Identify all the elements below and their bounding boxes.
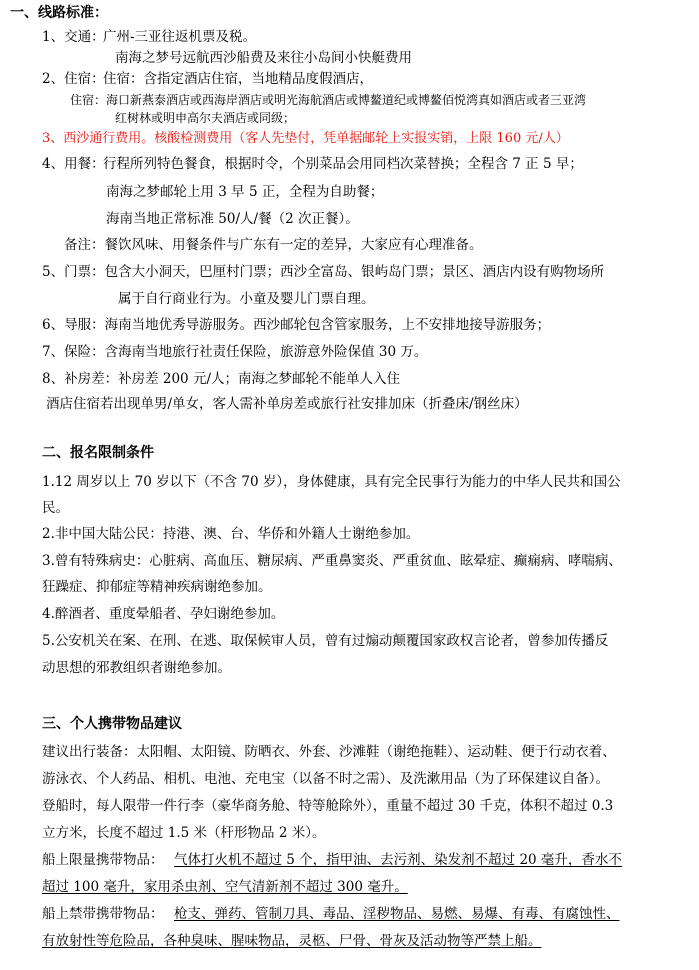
xisha-fee-notice: 3、西沙通行费用。核酸检测费用（客人先垫付，凭单据邮轮上实报实销，上限 160 元/人）: [42, 131, 569, 146]
meals-line-3: 海南当地正常标准 50/人/餐（2 次正餐）。: [106, 211, 359, 227]
banned-items-line-1: 枪支、弹药、管制刀具、毒品、淫秽物品、易燃、易爆、有毒、有腐蚀性、: [174, 906, 620, 922]
hotel-line-2: 住宿：海口新燕泰酒店或西海岸酒店或明光海航酒店或博鳌道纪或博鳌佰悦湾真如酒店或者三亚湾: [70, 93, 587, 107]
limited-items-line-2: 超过 100 毫升，家用杀虫剂、空气清新剂不超过 300 毫升。: [42, 879, 408, 895]
equipment-line-1: 建议出行装备：太阳帽、太阳镜、防晒衣、外套、沙滩鞋（谢绝拖鞋）、运动鞋、便于行动衣着、: [42, 744, 616, 760]
restriction-3-line-2: 狂躁症、抑郁症等精神疾病谢绝参加。: [42, 579, 272, 595]
restriction-1-line-2: 民。: [42, 500, 69, 516]
banned-items-label: 船上禁带携带物品：: [42, 906, 164, 922]
restriction-2: 2.非中国大陆公民：持港、澳、台、华侨和外籍人士谢绝参加。: [42, 526, 420, 542]
meals-line-1: 行程所列特色餐食，根据时令，个别菜品会用同档次菜替换；全程含 7 正 5 早；: [103, 156, 583, 172]
restriction-1-line-1: 1.12 周岁以上 70 岁以下（不含 70 岁），身体健康，具有完全民事行为能力的中华人民共和国公: [42, 474, 621, 490]
equipment-line-2: 游泳衣、个人药品、相机、电池、充电宝（以备不时之需）、及洗漱用品（为了环保建议自备）。: [42, 771, 609, 787]
route-heading: 一、线路标准：: [10, 5, 108, 21]
items-heading: 三、个人携带物品建议: [42, 716, 182, 732]
guide-line: 6、导服：海南当地优秀导游服务。西沙邮轮包含管家服务，上不安排地接导游服务；: [42, 317, 551, 333]
tickets-line-1: 5、门票：包含大小洞天，巴厘村门票；西沙全富岛、银屿岛门票；景区、酒店内设有购物场所: [42, 264, 605, 280]
room-diff-line-2: 酒店住宿若出现单男/单女，客人需补单房差或旅行社安排加床（折叠床/钢丝床）: [46, 396, 528, 412]
restriction-5-line-1: 5.公安机关在案、在刑、在逃、取保候审人员，曾有过煽动颠覆国家政权言论者，曾参加传播反: [42, 633, 609, 649]
room-diff-line-1: 8、补房差：补房差 200 元/人；南海之梦邮轮不能单人入住: [42, 371, 400, 387]
traffic-line-1: 广州-三亚往返机票及税。: [103, 29, 257, 45]
tickets-line-2: 属于自行商业行为。小童及婴儿门票自理。: [118, 291, 375, 307]
hotel-line-3: 红树林或明申高尔夫酒店或同级；: [115, 111, 296, 125]
limited-items-label: 船上限量携带物品：: [42, 852, 164, 868]
meals-note: 备注：餐饮风味、用餐条件与广东有一定的差异，大家应有心理准备。: [64, 237, 483, 253]
restriction-5-line-2: 动思想的邪教组织者谢绝参加。: [42, 660, 231, 676]
restrictions-heading: 二、报名限制条件: [42, 445, 154, 461]
traffic-line-2: 南海之梦号远航西沙船费及来往小岛间小快艇费用: [115, 50, 412, 66]
hotel-line-1: 住宿：含指定酒店住宿，当地精品度假酒店，: [103, 71, 373, 87]
restriction-4: 4.醉酒者、重度晕船者、孕妇谢绝参加。: [42, 606, 285, 622]
restriction-3-line-1: 3.曾有特殊病史：心脏病、高血压、糖尿病、严重鼻窦炎、严重贫血、眩晕症、癫痫病、哮喘病、: [42, 553, 622, 569]
traffic-label: 1、交通：: [42, 29, 105, 45]
insurance-line: 7、保险：含海南当地旅行社责任保险，旅游意外险保值 30 万。: [42, 344, 428, 360]
luggage-line-1: 登船时，每人限带一件行李（豪华商务舱、特等舱除外），重量不超过 30 千克，体积不超过 0.3: [42, 798, 614, 814]
meals-line-2: 南海之梦邮轮上用 3 早 5 正，全程为自助餐；: [106, 184, 384, 200]
limited-items-line-1: 气体打火机不超过 5 个，指甲油、去污剂、染发剂不超过 20 毫升，香水不: [174, 852, 622, 868]
luggage-line-2: 立方米，长度不超过 1.5 米（杆形物品 2 米）。: [42, 825, 326, 841]
meals-label: 4、用餐：: [42, 156, 105, 172]
banned-items-line-2: 有放射性等危险品，各种臭味、腥味物品，灵柩、尸骨、骨灰及活动物等严禁上船。: [42, 933, 542, 949]
hotel-label: 2、住宿：: [42, 71, 105, 87]
